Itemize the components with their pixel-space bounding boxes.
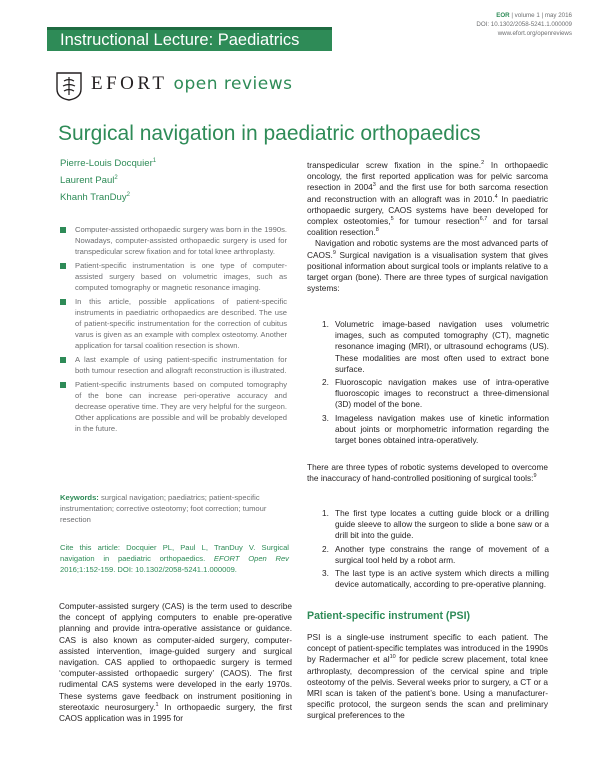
robotic-types-list — [322, 508, 549, 592]
paragraph: transpedicular screw fixation in the spine.$^2$ In orthopaedic oncology, the first reported application was for pelvic sarcoma resection in 2004$^3$ and the first use for both sarcoma resection and reconstruction with an allograft was in 2010.$^4$ In paediatric orthopaedic surgery, CAOS systems have been developed for complex osteotomies,$^5$ for tumour resection$^{6,7}$ and for tarsal coalition resection.$^8$ — [307, 160, 548, 238]
green-square-bullet-icon — [60, 227, 66, 233]
abstract-bullet: Patient-specific instruments based on computed tomography of the bone can increase peri-operative accuracy and decrease operative time. They are very helpful for the surgeon. Other applications are possible and will be probably developed in the future. — [60, 379, 287, 434]
author-2: Laurent Paul$^2$ — [60, 175, 118, 187]
author-1: Pierre-Louis Docquier$^1$ — [60, 158, 157, 170]
meta-doi: DOI: 10.1302/2058-5241.1.000009 — [476, 21, 572, 28]
paragraph: Navigation and robotic systems are the most advanced parts of CAOS.$^9$ Surgical navigation is a visualisation system that gives positional information about surgical tools or implants relative to a target organ (bone). There are three types of surgical navigation systems: — [307, 238, 548, 294]
list-item: 2. Fluoroscopic navigation makes use of intra-operative fluoroscopic images to reconstruct a three-dimensional (3D) model of the bone. — [322, 377, 549, 410]
meta-volume: | volume 1 | may 2016 — [509, 12, 572, 19]
right-column-text — [307, 160, 548, 294]
journal-meta — [476, 11, 572, 38]
citation: Cite this article: Docquier PL, Paul L, TranDuy V. Surgical navigation in paediatric orthopaedics. EFORT Open Rev 2016;1:152-159. DOI: 10.1302/2058-5241.1.000009. — [60, 543, 289, 574]
section-heading-psi: Patient-specific instrument (PSI) — [307, 610, 471, 622]
green-square-bullet-icon — [60, 382, 66, 388]
abstract-bullet: Computer-assisted orthopaedic surgery was born in the 1990s. Nowadays, computer-assisted orthopaedic surgery is used for transpedicular screw fixation and for total knee arthroplasty. — [60, 224, 287, 257]
journal-name-efort: EFORT — [91, 73, 168, 94]
abstract-bullet: In this article, possible applications of patient-specific instruments in paediatric orthopaedics are described. The use of patient-specific instrumentation for the correction of cubitus varus is given as an example with complex osteotomy. Another application for tarsal coalition resection is shown. — [60, 296, 287, 351]
abstract-bullet: Patient-specific instrumentation is one type of computer-assisted surgery based on volumetric images, such as computed tomography or magnetic resonance imaging. — [60, 260, 287, 293]
robotic-intro-paragraph: There are three types of robotic systems developed to overcome the inaccuracy of hand-controlled positioning of surgical tools:$^9$ — [307, 462, 548, 484]
keywords — [60, 492, 289, 525]
section-banner — [47, 27, 332, 51]
green-square-bullet-icon — [60, 263, 66, 269]
journal-name-open-reviews: open reviews — [173, 74, 293, 94]
efort-emblem-icon — [55, 71, 83, 101]
navigation-types-list — [322, 319, 549, 448]
list-item: 2. Another type constrains the range of movement of a surgical tool held by a robot arm. — [322, 543, 549, 565]
section-banner-text: Instructional Lecture: Paediatrics — [60, 31, 300, 49]
meta-journal-abbrev: EOR — [496, 12, 510, 19]
green-square-bullet-icon — [60, 299, 66, 305]
abstract-bullet: A last example of using patient-specific instrumentation for both tumour resection and allograft reconstruction is illustrated. — [60, 354, 287, 376]
citation-journal: EFORT Open Rev — [213, 554, 289, 563]
intro-paragraph: Computer-assisted surgery (CAS) is the term used to describe the concept of applying computers to enable pre-operative planning and provide intra-operative assistance or guidance. CAS is also known as computer-aided surgery, computer-assisted intervention, image-guided surgery and surgical navigation. CAS applied to orthopaedic surgery is termed ‘computer-assisted orthopaedic surgery’ (CAOS). The first rudimental CAS systems were developed in the early 1970s. These systems gave feedback on instrument positioning in stereotaxic neurosurgery.$^1$ In orthopaedic surgery, the first CAOS application was in 1995 for — [59, 601, 293, 724]
list-item: 1. The first type locates a cutting guide block or a drilling guide sleeve to allow the surgeon to slide a bone saw or a drill bit into the guide. — [322, 508, 549, 541]
list-item: 3. The last type is an active system which directs a milling device automatically, according to pre-operative planning. — [322, 568, 549, 590]
keywords-label: Keywords: — [60, 493, 99, 502]
journal-name — [91, 73, 292, 95]
author-3: Khanh TranDuy$^2$ — [60, 192, 131, 204]
keywords-text: surgical navigation; paediatrics; patient-specific instrumentation; corrective osteotomy; foot correction; tumour resection — [60, 493, 267, 524]
green-square-bullet-icon — [60, 357, 66, 363]
abstract-bullet-list — [60, 224, 287, 437]
list-item: 3. Imageless navigation makes use of kinetic information about joints or morphometric information regarding the target bones obtained intra-operatively. — [322, 412, 549, 446]
meta-website: www.efort.org/openreviews — [497, 30, 572, 37]
list-item: 1. Volumetric image-based navigation uses volumetric images, such as computed tomography (CT), magnetic resonance imaging (MRI), or ultrasound echograms (US). These modalities are most often used to extract bone surface. — [322, 319, 549, 374]
article-title: Surgical navigation in paediatric orthopaedics — [58, 122, 481, 145]
psi-paragraph: PSI is a single-use instrument specific to each patient. The concept of patient-specific templates was introduced in the 1990s by Radermacher et al$^{10}$ for pedicle screw placement, total knee arthroplasty, decompression of the cervical spine and triple osteotomy of the pelvis. Several weeks prior to surgery, a CT or a MRI scan is taken of the patient’s bone. Using a manufacturer-specific protocol, the surgeon sends the scan and preliminary surgical preferences to the — [307, 632, 548, 721]
